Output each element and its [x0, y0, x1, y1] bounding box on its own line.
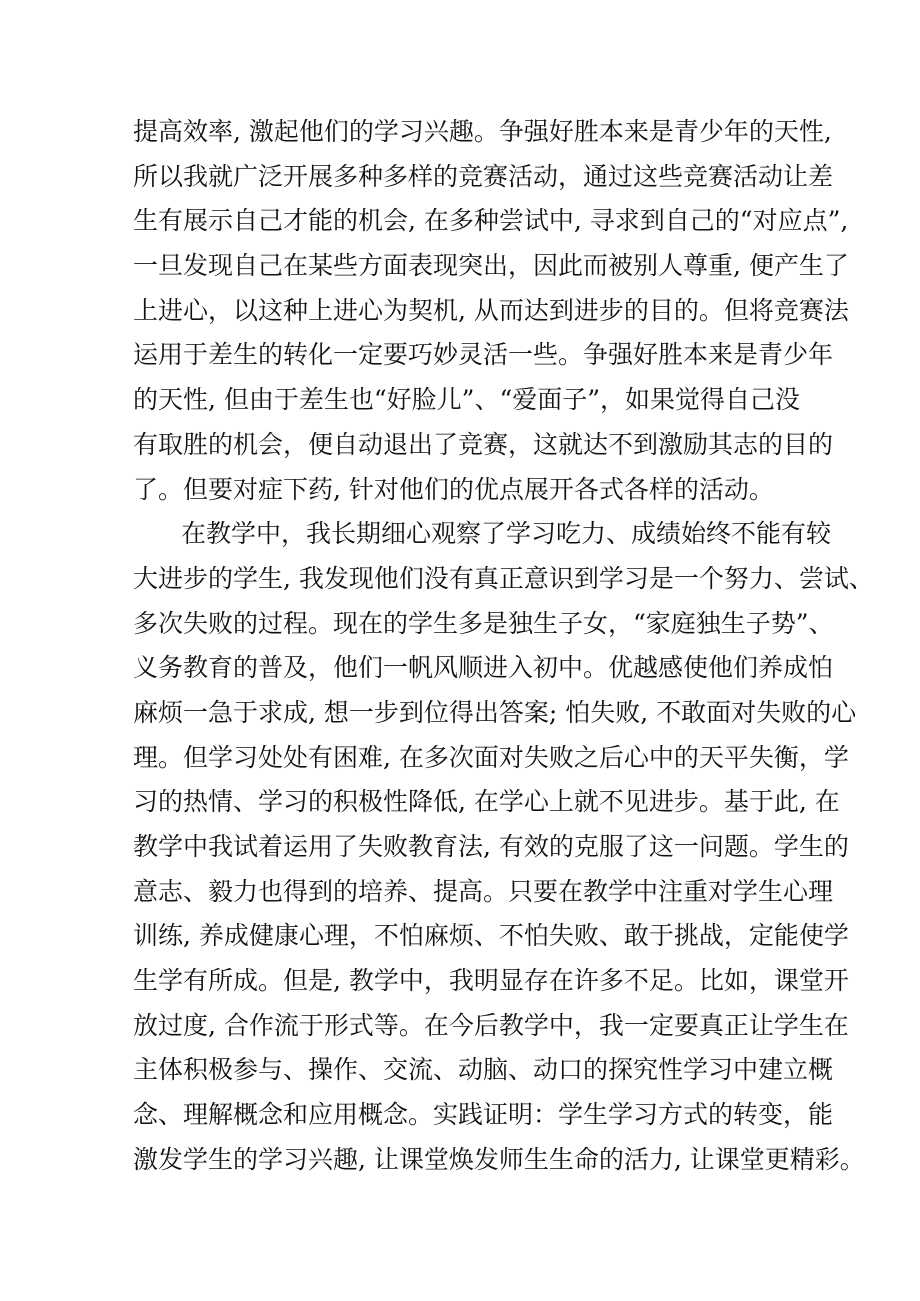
text-line: 在教学中，我长期细心观察了学习吃力、成绩始终不能有较 — [181, 519, 832, 549]
text-line: 运用于差生的转化一定要巧妙灵活一些。争强好胜本来是青少年 — [133, 340, 834, 370]
text-line: 激发学生的学习兴趣, 让课堂焕发师生生命的活力, 让课堂更精彩。 — [133, 1144, 865, 1174]
text-line: 所以我就广泛开展多种多样的竞赛活动，通过这些竞赛活动让差 — [133, 161, 834, 191]
paragraph-1 — [133, 110, 849, 512]
text-line: 一旦发现自己在某些方面表现突出，因此而被别人尊重, 便产生了 — [133, 251, 849, 281]
text-line: 生学有所成。但是, 教学中，我明显存在许多不足。比如，课堂开 — [133, 966, 849, 996]
text-line: 麻烦一急于求成, 想一步到位得出答案; 怕失败, 不敢面对失败的心 — [133, 697, 857, 727]
text-line: 多次失败的过程。现在的学生多是独生子女，“家庭独生子势”、 — [133, 608, 834, 638]
text-line: 教学中我试着运用了失败教育法, 有效的克服了这一问题。学生的 — [133, 832, 849, 861]
text-line: 了。但要对症下药, 针对他们的优点展开各式各样的活动。 — [133, 474, 774, 504]
text-line: 念、理解概念和应用概念。实践证明：学生学习方式的转变，能 — [133, 1100, 834, 1130]
text-line: 理。但学习处处有困难, 在多次面对失败之后心中的天平失衡，学 — [133, 742, 849, 772]
text-line: 训练, 养成健康心理，不怕麻烦、不怕失败、敢于挑战，定能使学 — [133, 921, 849, 951]
text-line: 意志、毅力也得到的培养、提高。只要在教学中注重对学生心理 — [133, 876, 834, 906]
text-line: 上进心，以这种上进心为契机, 从而达到进步的目的。但将竞赛法 — [133, 295, 849, 325]
text-line: 有取胜的机会，便自动退出了竞赛，这就达不到激励其志的目的 — [133, 429, 834, 459]
paragraph-2 — [133, 512, 874, 1182]
document-body — [133, 110, 874, 1183]
text-line: 提高效率, 激起他们的学习兴趣。争强好胜本来是青少年的天性, — [133, 117, 832, 146]
text-line: 放过度, 合作流于形式等。在今后教学中，我一定要真正让学生在 — [133, 1010, 849, 1040]
text-line: 主体积极参与、操作、交流、动脑、动口的探究性学习中建立概 — [133, 1055, 834, 1085]
text-line: 习的热情、学习的积极性降低, 在学心上就不见进步。基于此, 在 — [133, 787, 840, 817]
text-line: 义务教育的普及，他们一帆风顺进入初中。优越感使他们养成怕 — [133, 653, 834, 683]
text-line: 的天性, 但由于差生也“好脸儿”、“爱面子”，如果觉得自己没 — [133, 385, 801, 415]
text-line: 大进步的学生, 我发现他们没有真正意识到学习是一个努力、尝试、 — [133, 563, 874, 593]
text-line: 生有展示自己才能的机会, 在多种尝试中, 寻求到自己的“对应点”, — [133, 206, 849, 236]
